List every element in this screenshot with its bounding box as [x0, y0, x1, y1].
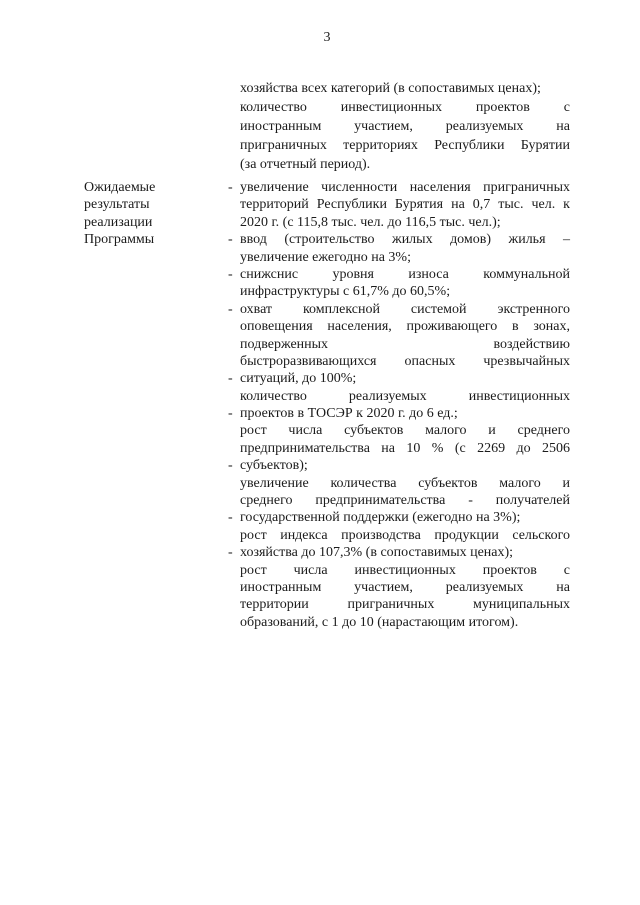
- result-line-text: подверженных воздействию: [240, 336, 570, 352]
- result-line: [228, 231, 570, 248]
- result-line: [228, 457, 570, 474]
- continuation-line: иностранным участием, реализуемых на: [240, 119, 570, 134]
- result-line: [240, 214, 570, 231]
- result-line-text: рост числа инвестиционных проектов с: [240, 562, 570, 578]
- result-line: [240, 196, 570, 213]
- list-dash: -: [228, 510, 233, 526]
- result-line-text: субъектов);: [240, 458, 308, 474]
- result-line: [240, 422, 570, 439]
- label-line: Программы: [84, 232, 155, 248]
- result-line: [240, 388, 570, 405]
- list-dash: -: [228, 232, 233, 248]
- list-dash: -: [228, 371, 233, 387]
- result-line: [240, 249, 570, 266]
- result-line-text: инфраструктуры с 61,7% до 60,5%;: [240, 284, 451, 300]
- result-line-text: увеличение количества субъектов малого и: [240, 475, 570, 491]
- result-line: [240, 527, 570, 544]
- result-line: [240, 579, 570, 596]
- result-line-text: снижснис уровня износа коммунальной: [240, 266, 570, 282]
- result-line: [228, 301, 570, 318]
- result-line-text: среднего предпринимательства - получателей: [240, 493, 570, 509]
- result-line: [228, 266, 570, 283]
- result-line-text: образований, с 1 до 10 (нарастающим итогом).: [240, 614, 519, 630]
- list-dash: -: [228, 545, 233, 561]
- list-dash: -: [228, 180, 233, 195]
- result-line: [240, 596, 570, 613]
- result-line: [228, 405, 570, 422]
- result-line-text: проектов в ТОСЭР к 2020 г. до 6 ед.;: [240, 406, 458, 422]
- list-dash: -: [228, 266, 233, 282]
- result-line-text: оповещения населения, проживающего в зонах,: [240, 319, 570, 335]
- result-line-text: увеличение ежегодно на 3%;: [240, 249, 411, 265]
- label-line: Ожидаемые: [84, 180, 156, 195]
- result-line-text: увеличение численности населения приграничных: [240, 180, 570, 195]
- result-line: [228, 544, 570, 561]
- result-line: [240, 614, 570, 631]
- page-number: 3: [323, 30, 331, 45]
- result-line-text: предпринимательства на 10 % (с 2269 до 2506: [240, 440, 570, 456]
- result-line-text: иностранным участием, реализуемых на: [240, 579, 570, 595]
- continuation-line: хозяйства всех категорий (в сопоставимых ценах);: [240, 81, 541, 96]
- result-line-text: ситуаций, до 100%;: [240, 371, 357, 387]
- result-line: [240, 475, 570, 492]
- result-line: [240, 492, 570, 509]
- expected-results-list: [228, 179, 570, 631]
- result-line-text: 2020 г. (с 115,8 тыс. чел. до 116,5 тыс. чел.);: [240, 214, 501, 230]
- result-line: [240, 440, 570, 457]
- result-line-text: рост индекса производства продукции сельского: [240, 527, 570, 543]
- result-line-text: охват комплексной системой экстренного: [240, 301, 570, 317]
- result-line: [228, 179, 570, 196]
- result-line-text: государственной поддержки (ежегодно на 3%);: [240, 510, 521, 526]
- result-line-text: хозяйства до 107,3% (в сопоставимых ценах);: [240, 545, 514, 561]
- result-line-text: территории приграничных муниципальных: [240, 597, 570, 613]
- continuation-line: количество инвестиционных проектов с: [240, 100, 570, 115]
- list-dash: -: [228, 406, 233, 422]
- continuation-line: приграничных территориях Республики Бурятии: [240, 138, 570, 153]
- label-line: результаты: [84, 197, 150, 213]
- result-line: [228, 370, 570, 387]
- list-dash: -: [228, 301, 233, 317]
- label-line: реализации: [84, 214, 153, 230]
- result-line: [240, 353, 570, 370]
- continuation-line: (за отчетный период).: [240, 157, 371, 172]
- result-line-text: быстроразвивающихся опасных чрезвычайных: [240, 353, 570, 369]
- result-line: [240, 318, 570, 335]
- result-line-text: территорий Республики Бурятия на 0,7 тыс. чел. к: [240, 197, 570, 213]
- result-line: [228, 509, 570, 526]
- expected-results-label: [84, 179, 214, 249]
- result-line-text: рост числа субъектов малого и среднего: [240, 423, 570, 439]
- result-line: [240, 562, 570, 579]
- list-dash: -: [228, 458, 233, 474]
- result-line-text: количество реализуемых инвестиционных: [240, 388, 570, 404]
- result-line: [240, 283, 570, 300]
- result-line: [240, 336, 570, 353]
- continuation-text: [240, 79, 570, 174]
- result-line-text: ввод (строительство жилых домов) жилья –: [240, 232, 570, 248]
